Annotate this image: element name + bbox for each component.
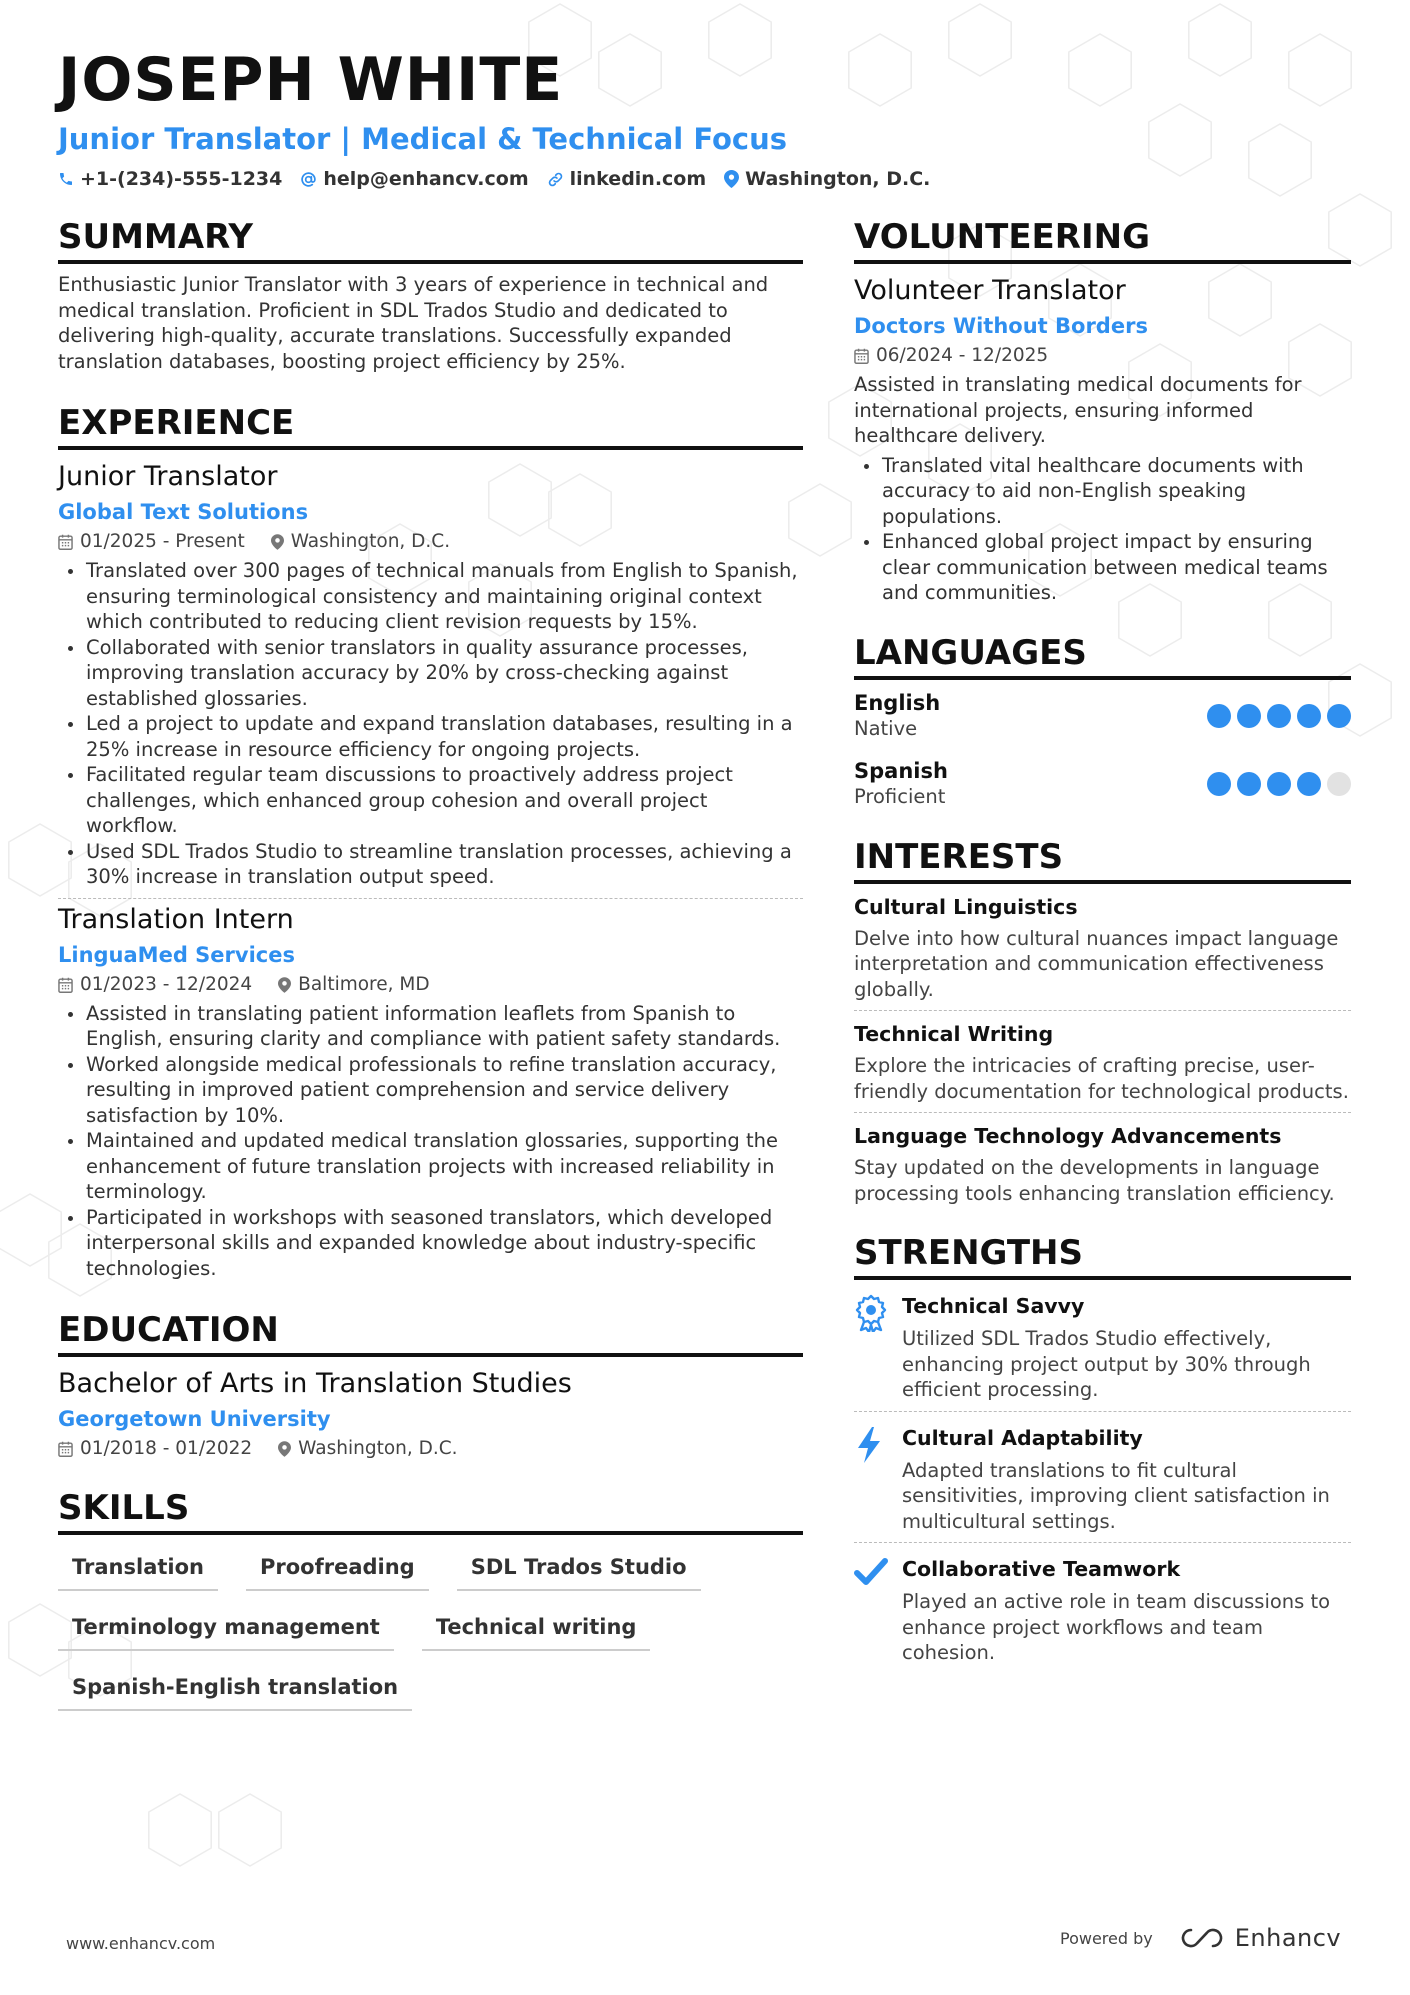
skills-section <box>58 1487 803 1723</box>
skill-tag: Translation <box>58 1543 218 1591</box>
skill-tag: Proofreading <box>246 1543 429 1591</box>
calendar-icon <box>58 1441 73 1457</box>
skill-tag: Terminology management <box>58 1603 394 1651</box>
skills-list <box>58 1543 803 1723</box>
location-pin-icon <box>278 1441 291 1457</box>
job-location-text: Washington, D.C. <box>290 531 451 552</box>
job-role: Junior Translator <box>58 461 278 492</box>
language-name: Spanish <box>854 758 948 783</box>
volunteering-section <box>854 216 1351 606</box>
checkmark-icon <box>854 1557 888 1587</box>
experience-section <box>58 402 803 1281</box>
rating-dot-filled <box>1237 704 1261 728</box>
contact-phone[interactable] <box>58 168 282 190</box>
calendar-icon <box>58 977 73 993</box>
rating-dot-filled <box>1267 704 1291 728</box>
job-dates-text: 01/2023 - 12/2024 <box>80 973 253 995</box>
strength-item <box>854 1555 1351 1666</box>
summary-heading: SUMMARY <box>58 216 803 264</box>
volunteering-heading: VOLUNTEERING <box>854 216 1351 264</box>
education-meta <box>58 1437 803 1461</box>
rating-dot-filled <box>1207 704 1231 728</box>
strength-description: Utilized SDL Trados Studio effectively, enhancing project output by 30% through efficient processing. <box>902 1327 1311 1401</box>
interest-description: Stay updated on the developments in language processing tools enhancing translation efficiency. <box>854 1156 1335 1205</box>
email-text: help@enhancv.com <box>323 168 529 190</box>
language-level: Native <box>854 716 918 740</box>
volunteer-meta <box>854 344 1351 368</box>
job-bullet: Facilitated regular team discussions to proactively address project challenges, which enhanced group cohesion and overall project workflow. <box>58 762 803 839</box>
linkedin-text: linkedin.com <box>569 168 707 190</box>
calendar-icon <box>854 348 869 364</box>
strength-title: Collaborative Teamwork <box>902 1557 1181 1581</box>
education-heading: EDUCATION <box>58 1309 803 1357</box>
job-bullet: Maintained and updated medical translation glossaries, supporting the enhancement of future translation projects with increased reliability in terminology. <box>58 1128 803 1205</box>
location-text: Washington, D.C. <box>745 168 931 190</box>
volunteer-bullet: Translated vital healthcare documents with accuracy to aid non-English speaking populations. <box>854 453 1351 530</box>
location-pin-icon <box>271 534 284 550</box>
footer-branding <box>1060 1924 1341 1952</box>
education-dates <box>58 1437 252 1461</box>
contact-linkedin[interactable] <box>547 168 707 190</box>
job-bullet: Collaborated with senior translators in quality assurance processes, improving translation accuracy by 20% by cross-checking against established glossaries. <box>58 635 803 712</box>
interest-title: Technical Writing <box>854 1022 1054 1046</box>
volunteer-bullets <box>854 453 1351 606</box>
experience-entry <box>58 903 803 1282</box>
job-dates-text: 01/2025 - Present <box>80 531 245 552</box>
volunteer-role: Volunteer Translator <box>854 275 1126 306</box>
candidate-name: JOSEPH WHITE <box>58 45 564 115</box>
education-location-text: Washington, D.C. <box>298 1438 458 1459</box>
summary-section <box>58 216 803 374</box>
volunteer-description: Assisted in translating medical documents for international projects, ensuring informed healthcare delivery. <box>854 373 1302 447</box>
link-icon <box>547 171 564 188</box>
phone-icon <box>58 171 74 187</box>
language-rating <box>1201 772 1351 796</box>
interests-section <box>854 836 1351 1207</box>
entry-divider <box>58 898 803 899</box>
job-bullet: Assisted in translating patient information leaflets from Spanish to English, ensuring clarity and compliance with patient safety standards. <box>58 1001 803 1052</box>
job-bullets <box>58 558 803 890</box>
rating-dot-filled <box>1267 772 1291 796</box>
contact-bar <box>58 168 1358 190</box>
contact-location <box>724 168 930 190</box>
skills-heading: SKILLS <box>58 1487 803 1535</box>
volunteer-org: Doctors Without Borders <box>854 314 1148 338</box>
skill-tag: SDL Trados Studio <box>457 1543 701 1591</box>
strength-item <box>854 1292 1351 1403</box>
job-dates <box>58 973 252 997</box>
interest-item <box>854 894 1351 1003</box>
interest-description: Delve into how cultural nuances impact language interpretation and communication effectiveness globally. <box>854 926 1339 1001</box>
right-column <box>854 216 1351 1666</box>
language-row <box>854 758 1351 810</box>
job-bullet: Translated over 300 pages of technical manuals from English to Spanish, ensuring terminological consistency and maintaining original context which contributed to reducing client revision requests by 15%. <box>58 558 803 635</box>
volunteer-bullet: Enhanced global project impact by ensuring clear communication between medical teams and communities. <box>854 529 1351 606</box>
volunteer-dates <box>854 344 1048 368</box>
interests-heading: INTERESTS <box>854 836 1351 884</box>
strength-description: Adapted translations to fit cultural sensitivities, improving client satisfaction in multicultural settings. <box>902 1458 1330 1533</box>
interest-item <box>854 1021 1351 1104</box>
job-bullet: Participated in workshops with seasoned translators, which developed interpersonal skills and expanded knowledge about industry-specific technologies. <box>58 1205 803 1282</box>
education-dates-text: 01/2018 - 01/2022 <box>80 1438 253 1459</box>
lightning-bolt-icon <box>854 1426 884 1464</box>
entry-divider <box>854 1542 1351 1543</box>
footer-website[interactable]: www.enhancv.com <box>66 1934 216 1953</box>
brand-name: Enhancv <box>1234 1924 1342 1952</box>
language-row <box>854 690 1351 742</box>
job-bullet: Used SDL Trados Studio to streamline translation processes, achieving a 30% increase in translation output speed. <box>58 839 803 890</box>
entry-divider <box>854 1112 1351 1113</box>
language-level: Proficient <box>854 784 946 808</box>
interest-item <box>854 1123 1351 1206</box>
rating-dot-filled <box>1207 772 1231 796</box>
education-school: Georgetown University <box>58 1407 331 1431</box>
strengths-section <box>854 1232 1351 1666</box>
job-bullet: Worked alongside medical professionals to refine translation accuracy, resulting in improved patient comprehension and service delivery satisfaction by 10%. <box>58 1052 803 1129</box>
education-location <box>278 1437 457 1461</box>
enhancv-logo-icon <box>1179 1926 1225 1950</box>
left-column <box>58 216 803 1723</box>
entry-divider <box>854 1411 1351 1412</box>
job-bullet: Led a project to update and expand translation databases, resulting in a 25% increase in resource efficiency for ongoing projects. <box>58 711 803 762</box>
rating-dot-filled <box>1297 772 1321 796</box>
experience-heading: EXPERIENCE <box>58 402 803 450</box>
job-bullets <box>58 1001 803 1282</box>
interest-description: Explore the intricacies of crafting precise, user-friendly documentation for technological products. <box>854 1054 1349 1103</box>
job-location-text: Baltimore, MD <box>298 973 430 995</box>
strength-title: Cultural Adaptability <box>902 1425 1143 1450</box>
strength-item <box>854 1424 1351 1535</box>
volunteer-dates-text: 06/2024 - 12/2025 <box>876 345 1049 366</box>
job-role: Translation Intern <box>58 903 294 935</box>
rating-dot-filled <box>1237 772 1261 796</box>
job-location <box>271 530 450 554</box>
calendar-icon <box>58 534 73 550</box>
skill-tag: Technical writing <box>422 1603 651 1651</box>
languages-heading: LANGUAGES <box>854 632 1351 680</box>
education-section <box>58 1309 803 1461</box>
languages-section <box>854 632 1351 810</box>
location-pin-icon <box>724 170 739 188</box>
entry-divider <box>854 1010 1351 1011</box>
job-dates <box>58 530 245 554</box>
powered-by-text: Powered by <box>1060 1928 1153 1948</box>
contact-email[interactable] <box>300 168 528 190</box>
experience-entry <box>58 460 803 890</box>
strength-title: Technical Savvy <box>902 1294 1085 1318</box>
interest-title: Cultural Linguistics <box>854 894 1078 919</box>
summary-text: Enthusiastic Junior Translator with 3 years of experience in technical and medical translation. Proficient in SDL Trados Studio and dedicated to delivering high-quality, accurate translations. Successfully expanded translation databases, boosting project efficiency by 25%. <box>58 273 769 373</box>
job-location <box>278 973 429 997</box>
skill-tag: Spanish-English translation <box>58 1663 412 1711</box>
strength-description: Played an active role in team discussions to enhance project workflows and team cohesion. <box>902 1590 1331 1664</box>
language-name: English <box>854 690 941 715</box>
resume-header <box>58 44 1358 190</box>
job-company: LinguaMed Services <box>58 942 295 967</box>
rating-dot-filled <box>1327 704 1351 728</box>
strengths-heading: STRENGTHS <box>854 1232 1351 1280</box>
rating-dot-filled <box>1297 704 1321 728</box>
rating-dot-empty <box>1327 772 1351 796</box>
location-pin-icon <box>278 977 291 993</box>
interest-title: Language Technology Advancements <box>854 1124 1282 1148</box>
job-meta <box>58 973 803 997</box>
job-company: Global Text Solutions <box>58 500 309 524</box>
language-rating <box>1201 704 1351 728</box>
award-ribbon-icon <box>854 1294 888 1332</box>
job-meta <box>58 530 803 554</box>
at-sign-icon <box>300 171 317 188</box>
education-degree: Bachelor of Arts in Translation Studies <box>58 1368 572 1399</box>
candidate-title: Junior Translator | Medical & Technical Focus <box>58 122 787 156</box>
phone-text: +1-(234)-555-1234 <box>80 168 283 190</box>
